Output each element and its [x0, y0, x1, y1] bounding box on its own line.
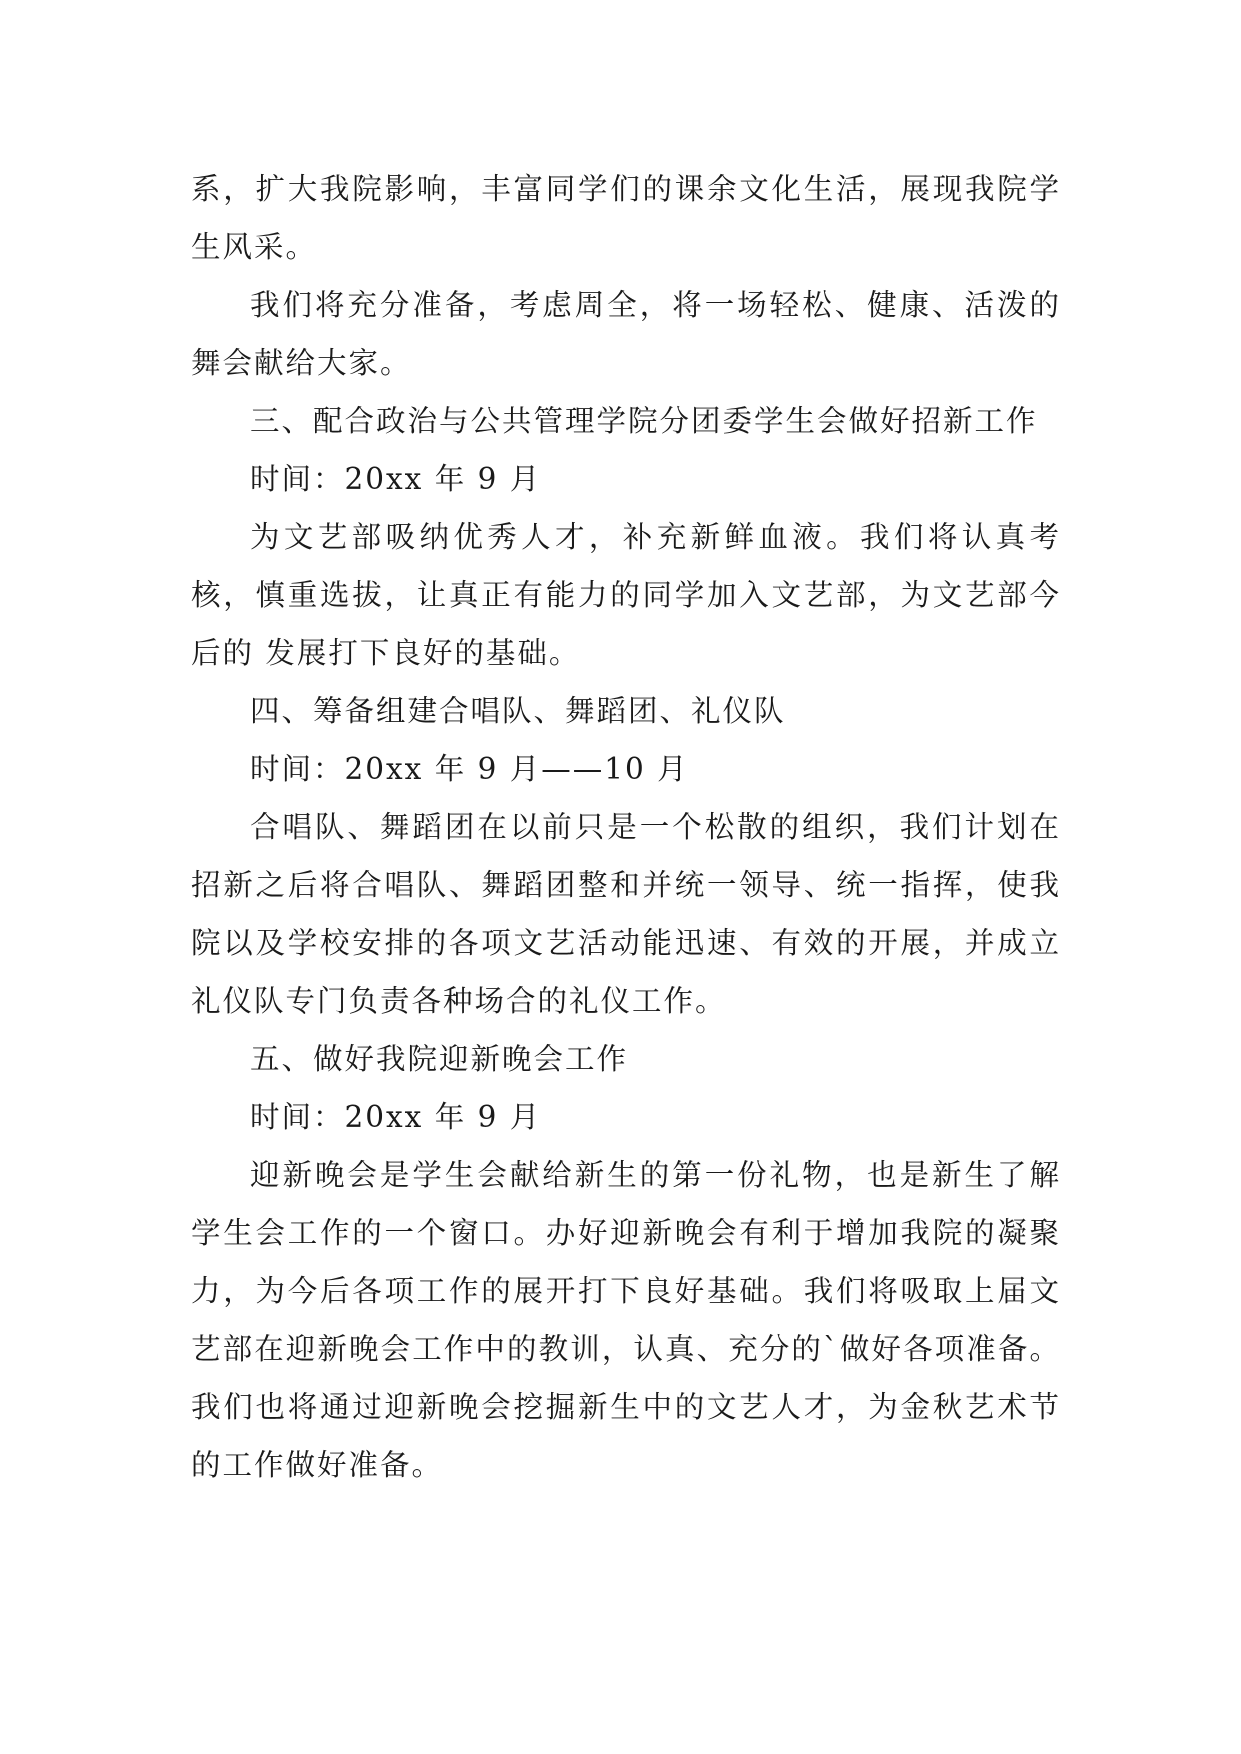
section-heading-teams: 四、筹备组建合唱队、舞蹈团、礼仪队 [250, 694, 786, 728]
paragraph-recruitment: 为文艺部吸纳优秀人才，补充新鲜血液。我们将认真考核，慎重选拔，让真正有能力的同学加入文艺部，为文艺部今后的 发展打下良好的基础。 [191, 520, 1061, 670]
paragraph-teams: 合唱队、舞蹈团在以前只是一个松散的组织，我们计划在招新之后将合唱队、舞蹈团整和并统一领导、统一指挥，使我院以及学校安排的各项文艺活动能迅速、有效的开展，并成立礼仪队专门负责各种场合的礼仪工作。 [191, 810, 1061, 1018]
time-welcome-party: 时间：20xx 年 9 月 [250, 1100, 542, 1134]
time-teams: 时间：20xx 年 9 月——10 月 [250, 752, 689, 786]
section-heading-welcome-party: 五、做好我院迎新晚会工作 [250, 1042, 629, 1076]
paragraph-welcome-party: 迎新晚会是学生会献给新生的第一份礼物，也是新生了解学生会工作的一个窗口。办好迎新晚会有利于增加我院的凝聚力，为今后各项工作的展开打下良好基础。我们将吸取上届文艺部在迎新晚会工作中的教训，认真、充分的`做好各项准备。我们也将通过迎新晚会挖掘新生中的文艺人才，为金秋艺术节的工作做好准备。 [191, 1158, 1061, 1482]
paragraph-dance-party: 我们将充分准备，考虑周全，将一场轻松、健康、活泼的舞会献给大家。 [191, 288, 1061, 380]
time-recruitment: 时间：20xx 年 9 月 [250, 462, 542, 496]
section-heading-recruitment: 三、配合政治与公共管理学院分团委学生会做好招新工作 [250, 404, 1038, 438]
document-body [191, 160, 1061, 1494]
paragraph-continuation: 系，扩大我院影响，丰富同学们的课余文化生活，展现我院学生风采。 [191, 172, 1061, 264]
